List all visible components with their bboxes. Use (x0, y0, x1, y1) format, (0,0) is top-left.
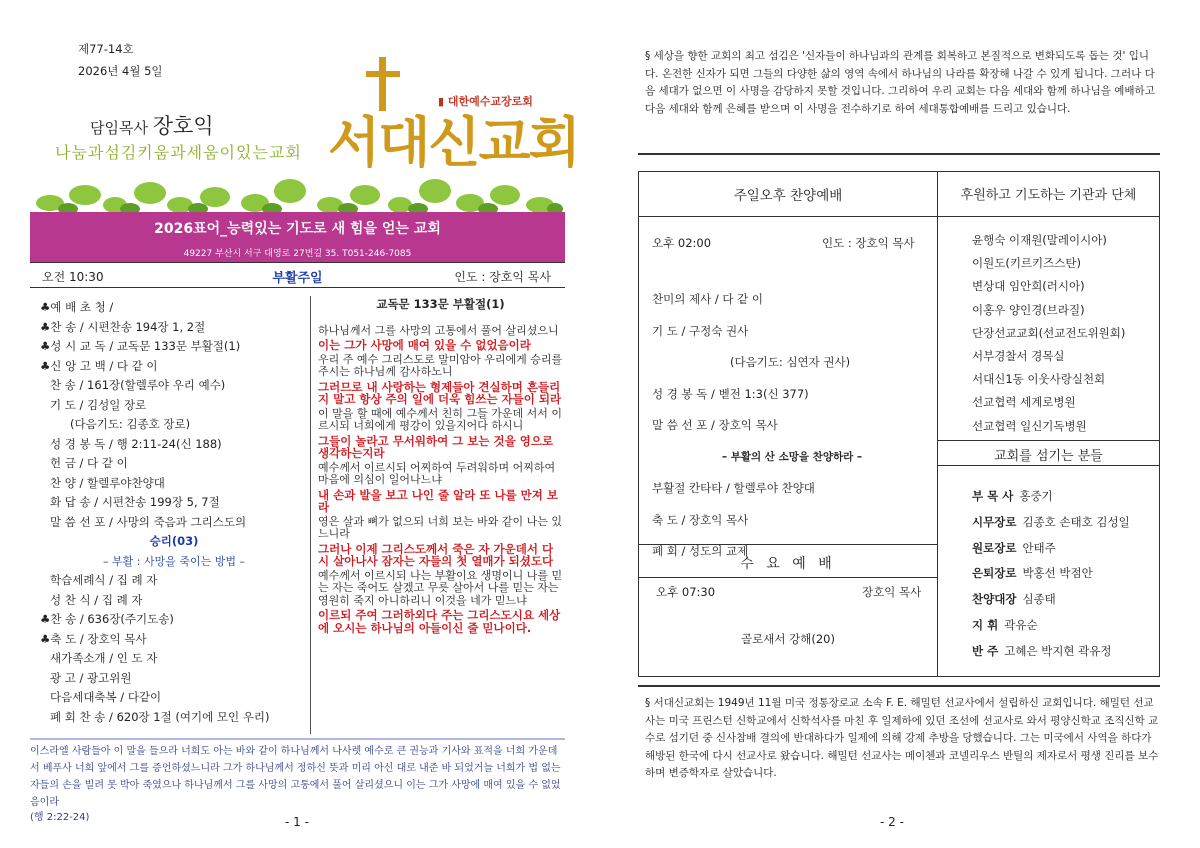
order-item: 성 찬 식 / 집 례 자 (50, 592, 143, 607)
pm-order-item: 축 도 / 장호익 목사 (652, 512, 749, 527)
pm-order-item: 성 경 봉 독 / 벧전 1:3(신 377) (652, 386, 809, 401)
staff-names: 홍중기 (1019, 489, 1053, 503)
pastor-line (90, 110, 214, 140)
support-item: 선교협력 일신기독병원 (972, 418, 1087, 433)
wed-service-time: 오후 07:30 (656, 585, 716, 599)
order-item: ♣찬 송 / 시편찬송 194장 1, 2절 (40, 319, 206, 334)
leaves-decoration-icon (30, 165, 565, 215)
staff-row (972, 587, 1130, 613)
pm-order-item: 폐 회 / 성도의 교제 (652, 544, 749, 558)
staff-names: 안태주 (1022, 540, 1056, 555)
order-item: ♣찬 송 / 636장(주기도송) (40, 612, 174, 626)
grid-divider (937, 171, 938, 677)
staff-names: 곽유순 (1004, 617, 1038, 632)
reading-paragraph: 이 말을 할 때에 예수께서 친히 그들 가운데 서서 이르시되 너희에게 평강이 있을지어다 하시니 (318, 406, 562, 432)
service-title: 부활주일 (272, 271, 323, 286)
staff-row (972, 536, 1130, 562)
church-name: 서대신교회 (328, 110, 579, 174)
order-item: 찬 송 / 161장(할렐루야 우리 예수) (50, 378, 226, 392)
banner (30, 212, 565, 262)
banner-title: 2026표어_능력있는 기도로 새 힘을 얻는 교회 (154, 221, 441, 237)
staff-row (972, 484, 1130, 510)
denomination-text: 대한예수교장로회 (447, 95, 533, 108)
support-item: 윤행숙 이재원(말레이시아) (972, 233, 1107, 247)
support-item: 서부경찰서 경목실 (972, 349, 1065, 364)
wed-service-text: 골로새서 강해(20) (741, 632, 835, 646)
reading-paragraph: 우리 주 예수 그리스도로 말미암아 우리에게 승리를 주시는 하나님께 감사하노니 (318, 352, 563, 378)
order-item: 찬 양 / 할렐루야찬양대 (50, 475, 165, 490)
order-item: 승리(03) (149, 534, 199, 548)
bottom-verse-text: 이스라엘 사람들아 이 말을 들으라 너희도 아는 바와 같이 하나님께서 나사렛 예수로 큰 권능과 기사와 표적을 너희 가운데서 베푸사 너희 앞에서 그를 증언하셨느니라 그가 하나님께서 정하신 뜻과 미리 아신 대로 내준 바 되었거늘 너희가 법 없는 자들의 손을 빌려 못 박아 죽였으나 하나님께서 그를 사망의 고통에서 풀어 살리셨으니 이는 그가 사망에 매여 있을 수 없었음이라 (30, 746, 561, 808)
staff-row (972, 613, 1130, 639)
reading-paragraph: 내 손과 발을 보고 나인 줄 알라 또 나를 만져 보라 (318, 487, 558, 514)
staff-row (972, 639, 1130, 665)
order-item: 화 답 송 / 시편찬송 199장 5, 7절 (50, 495, 220, 509)
support-item: 서대신1동 이웃사랑실천회 (972, 372, 1106, 387)
order-item: 다음세대축복 / 다같이 (50, 690, 162, 704)
staff-role: 부 목 사 (972, 489, 1014, 503)
support-item: 이원도(키르키즈스탄) (972, 256, 1081, 271)
staff-row (972, 561, 1130, 587)
order-item: 헌 금 / 다 같 이 (50, 456, 128, 470)
order-item: (다음기도: 김종호 장로) (70, 417, 191, 431)
staff-role: 지 휘 (972, 617, 999, 632)
staff-names: 박홍선 박점안 (1022, 566, 1093, 581)
reading-title: 교독문 133문 부활절(1) (376, 297, 505, 311)
serve-title: 교회를 섬기는 분들 (937, 440, 1160, 466)
service-header (30, 262, 565, 288)
pastor-role: 담임목사 (90, 119, 148, 137)
order-item: 폐 회 찬 송 / 620장 1절 (여기에 모인 우리) (50, 709, 270, 724)
divider-top (638, 153, 1160, 155)
pastor-name: 장호익 (152, 114, 214, 138)
grid-header-line-right (937, 216, 1160, 217)
reading-paragraph: 이는 그가 사망에 매여 있을 수 없었음이라 (318, 338, 531, 352)
support-item: 단장선교교회(선교전도위원회) (972, 325, 1126, 340)
issue-date: 2026년 4월 5일 (78, 64, 163, 78)
staff-role: 반 주 (972, 643, 999, 658)
issue-info (78, 38, 163, 82)
service-order (40, 298, 308, 727)
support-title: 후원하고 기도하는 기관과 단체 (960, 188, 1137, 203)
pm-service-order (652, 284, 932, 568)
intro-text: § 세상을 향한 교회의 최고 섬김은 '신자들이 하나님과의 관계를 회복하고 본질적으로 변화되도록 돕는 것' 입니다. 온전한 신자가 되면 그들의 다양한 삶의 영역 속에서 하나님의 나라를 확장해 나갈 수 있게 됩니다. 그러나 다음 세대가 없으면 이 사명을 감당하지 못할 것입니다. 그리하여 우리 교회는 다음 세대와 함께 하나님을 예배하고 다음 세대와 함께 은혜를 받으며 이 사명을 전수하기로 하여 세대통합예배를 드리고 있습니다. (645, 50, 1155, 115)
order-item: ♣성 시 교 독 / 교독문 133문 부활절(1) (40, 339, 241, 353)
pm-order-item: – 부활의 산 소망을 찬양하라 – (721, 450, 863, 463)
bottom-verse (30, 738, 565, 824)
page-number-1: - 1 - (285, 815, 309, 829)
responsive-reading (318, 298, 563, 636)
pm-service-title: 주일오후 찬양예배 (733, 188, 843, 204)
history-text: § 서대신교회는 1949년 11월 미국 정통장로교 소속 F. E. 해밀턴 선교사에서 설립하신 교회입니다. 해밀턴 선교사는 미국 프린스턴 신학교에서 신학석사를 마친 후 일제하에 있던 조선에 선교사로 와서 평양신학교 조직신학 교수로 섬기던 중 신사참배 결의에 반대하다가 일제에 의해 강제 추방을 당했습니다. 그는 미국에서 사역을 하다가 해방된 한국에 다시 선교사로 왔습니다. 해밀턴 선교사는 메이첸과 코넬리우스 반틸의 제자로서 평생 진리를 보수하며 변증학자로 살았습니다. (645, 697, 1159, 779)
reading-paragraph: 하나님께서 그를 사망의 고통에서 풀어 살리셨으니 (318, 323, 559, 337)
support-item: 변상대 임안희(러시아) (972, 279, 1085, 294)
column-divider (310, 296, 311, 734)
divider-bottom (638, 685, 1160, 687)
reading-paragraph: 그들이 놀라고 무서워하여 그 보는 것을 영으로 생각하는지라 (318, 433, 554, 460)
order-item: ♣신 앙 고 백 / 다 같 이 (40, 358, 158, 373)
reading-paragraph: 그러므로 내 사랑하는 형제들아 견실하며 흔들리지 말고 항상 주의 일에 더욱 힘쓰는 자들이 되라 (318, 379, 562, 406)
staff-role: 원로장로 (972, 540, 1017, 555)
issue-number: 제77-14호 (78, 42, 134, 56)
reading-paragraph: 영은 살과 뼈가 없으되 너희 보는 바와 같이 나는 있느니라 (318, 514, 562, 540)
staff-role: 찬양대장 (972, 592, 1017, 607)
wed-service-title: 수 요 예 배 (638, 544, 938, 578)
order-item: 새가족소개 / 인 도 자 (50, 651, 158, 665)
staff-names: 고혜은 박지현 곽유정 (1004, 643, 1112, 658)
reading-paragraph: 이르되 주여 그러하외다 주는 그리스도시요 세상에 오시는 하나님의 아들이신 줄 믿나이다. (318, 608, 561, 635)
order-item: 학습세례식 / 집 례 자 (50, 573, 158, 587)
grid-header-line-left (638, 216, 938, 217)
staff-row (972, 510, 1130, 536)
order-item: ♣축 도 / 장호익 목사 (40, 631, 147, 646)
staff-role: 시무장로 (972, 514, 1017, 529)
order-item: 성 경 봉 독 / 행 2:11-24(신 188) (50, 436, 222, 451)
order-item: 말 씀 선 포 / 사망의 죽음과 그리스도의 (50, 514, 247, 529)
staff-list (972, 484, 1130, 665)
order-item: – 부활 : 사망을 죽이는 방법 – (103, 554, 245, 568)
denomination: ▮ 대한예수교장로회 (438, 95, 533, 108)
pm-order-item: 기 도 / 구정숙 권사 (652, 323, 749, 338)
staff-names: 심종태 (1022, 592, 1056, 607)
order-item: 기 도 / 김성일 장로 (50, 397, 147, 412)
pm-order-item: 찬미의 제사 / 다 같 이 (652, 292, 764, 306)
reading-paragraph: 예수께서 이르시되 어찌하여 두려워하며 어찌하여 마음에 의심이 일어나느냐 (318, 460, 556, 486)
wed-service-leader: 장호익 목사 (862, 585, 922, 599)
pm-service-leader: 인도 : 장호익 목사 (822, 236, 915, 250)
reading-paragraph: 예수께서 이르시되 나는 부활이요 생명이니 나를 믿는 자는 죽어도 살겠고 무릇 살아서 나를 믿는 자는 영원히 죽지 아니하리니 이것을 네가 믿느냐 (318, 568, 563, 607)
staff-role: 은퇴장로 (972, 566, 1017, 581)
banner-address: 49227 부산시 서구 대영로 27번길 35. T051-246-7085 (183, 249, 412, 259)
church-motto: 나눔과섬김키움과세움이있는교회 (55, 143, 302, 162)
staff-names: 김종호 손태호 김성일 (1022, 514, 1130, 529)
reading-paragraph: 그러나 이제 그리스도께서 죽은 자 가운데서 다시 살아나사 잠자는 자들의 첫 열매가 되셨도다 (318, 541, 554, 568)
pm-service-time: 오후 02:00 (652, 236, 712, 250)
service-leader: 인도 : 장호익 목사 (454, 270, 551, 284)
pm-order-item: 부활절 칸타타 / 할렐루야 찬양대 (652, 481, 815, 495)
service-time: 오전 10:30 (42, 270, 104, 284)
pm-order-item: 말 씀 선 포 / 장호익 목사 (652, 418, 778, 432)
order-item: ♣예 배 초 청 / (40, 300, 114, 314)
support-item: 선교협력 세계로병원 (972, 395, 1076, 410)
reading-body (318, 325, 563, 635)
pm-order-item: (다음기도: 심연자 권사) (730, 355, 851, 369)
support-list (972, 229, 1125, 438)
order-item: 광 고 / 광고위원 (50, 670, 132, 685)
bottom-verse-ref: (행 2:22-24) (30, 812, 90, 823)
support-item: 이홍우 양인경(브라질) (972, 302, 1085, 317)
page-number-2: - 2 - (880, 815, 904, 829)
